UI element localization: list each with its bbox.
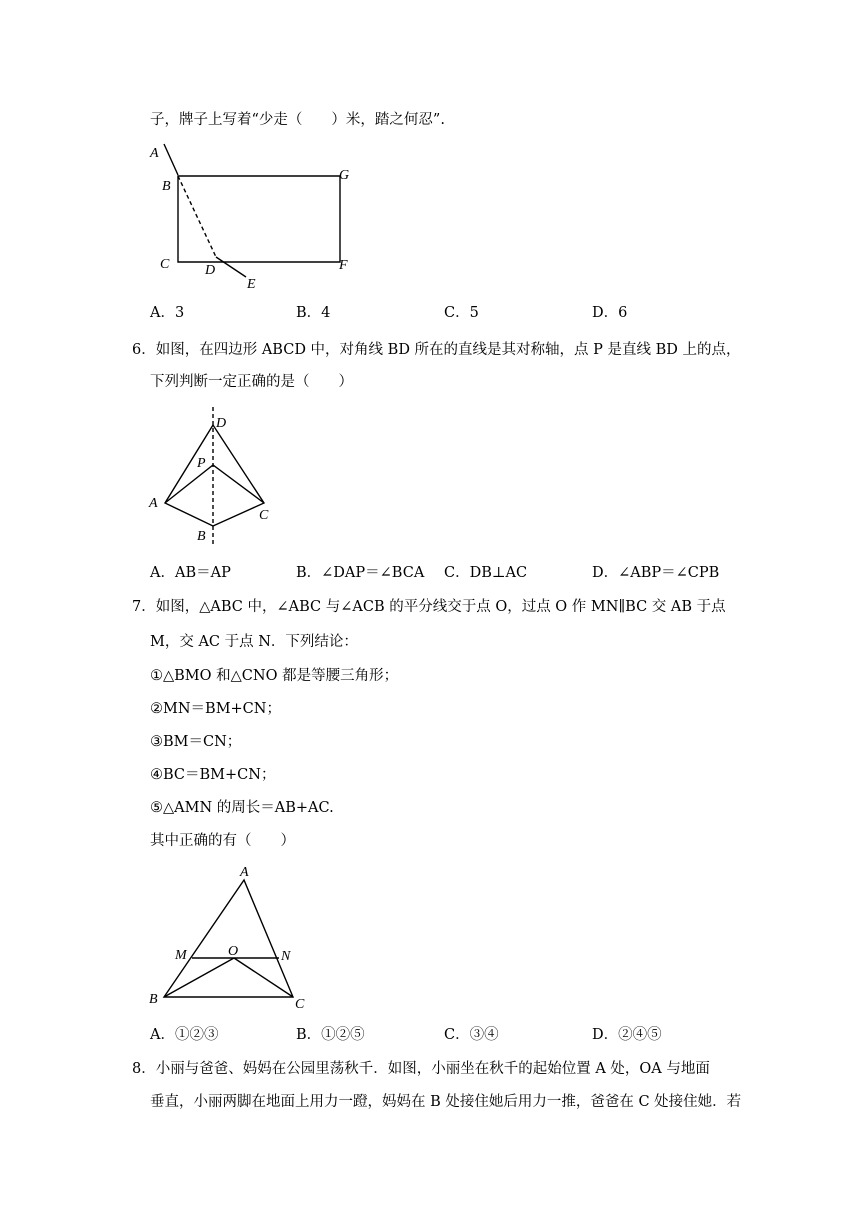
q5-label-a: A [150, 146, 159, 161]
q7-label-a: A [240, 865, 249, 880]
q7-label-o: O [228, 944, 239, 959]
q5-text: 子，牌子上写着“少走（ ）米，踏之何忍”. [150, 112, 445, 128]
q6-option-c: C．DB⊥AC [444, 565, 528, 581]
q5-option-a: A．3 [150, 305, 185, 321]
q7-statement-2: ②MN＝BM+CN； [150, 701, 281, 717]
q5-option-b: B．4 [296, 305, 331, 321]
q6-label-p: P [197, 456, 206, 471]
q6-label-d: D [216, 416, 227, 431]
q7-label-c: C [295, 997, 305, 1012]
q5-label-d: D [205, 263, 216, 278]
q7-option-a: A．①②③ [150, 1027, 219, 1043]
q5-label-b: B [162, 179, 171, 194]
q5-option-c: C．5 [444, 305, 479, 321]
q5-figure [140, 140, 370, 295]
q7-statement-4: ④BC＝BM+CN； [150, 767, 276, 783]
q5-label-g: G [339, 168, 350, 183]
q7-label-b: B [149, 992, 158, 1007]
q6-label-a: A [149, 496, 158, 511]
q7-question: 其中正确的有（ ） [150, 833, 295, 849]
q8-stem-line2: 垂直，小丽两脚在地面上用力一蹬，妈妈在 B 处接住她后用力一推，爸爸在 C 处接住她．若 [150, 1094, 742, 1110]
q6-label-c: C [259, 508, 269, 523]
q5-label-c: C [160, 257, 170, 272]
q7-figure [140, 860, 320, 1015]
q7-statement-1: ①△BMO 和△CNO 都是等腰三角形； [150, 668, 399, 684]
q6-figure [140, 405, 290, 550]
q6-option-d: D．∠ABP＝∠CPB [592, 565, 720, 581]
q6-option-a: A．AB＝AP [150, 565, 231, 581]
q6-stem-line2: 下列判断一定正确的是（ ） [150, 374, 353, 390]
q7-statement-5: ⑤△AMN 的周长＝AB+AC. [150, 800, 334, 816]
q5-label-f: F [339, 258, 348, 273]
q7-option-b: B．①②⑤ [296, 1027, 365, 1043]
q5-option-d: D．6 [592, 305, 628, 321]
q8-stem-line1: 8．小丽与爸爸、妈妈在公园里荡秋千．如图，小丽坐在秋千的起始位置 A 处，OA 与地面 [132, 1061, 710, 1077]
q7-option-d: D．②④⑤ [592, 1027, 662, 1043]
q6-stem-line1: 6．如图，在四边形 ABCD 中，对角线 BD 所在的直线是其对称轴，点 P 是直线 BD 上的点， [132, 342, 741, 358]
q6-label-b: B [197, 529, 206, 544]
q5-label-e: E [247, 277, 256, 292]
q7-label-n: N [281, 949, 291, 964]
q7-stem-line1: 7．如图，△ABC 中，∠ABC 与∠ACB 的平分线交于点 O，过点 O 作 MN∥BC 交 AB 于点 [132, 599, 726, 615]
q7-label-m: M [175, 948, 187, 963]
q7-statement-3: ③BM＝CN； [150, 734, 242, 750]
q7-stem-line2: M，交 AC 于点 N．下列结论： [150, 634, 358, 650]
q6-option-b: B．∠DAP＝∠BCA [296, 565, 425, 581]
q7-option-c: C．③④ [444, 1027, 499, 1043]
